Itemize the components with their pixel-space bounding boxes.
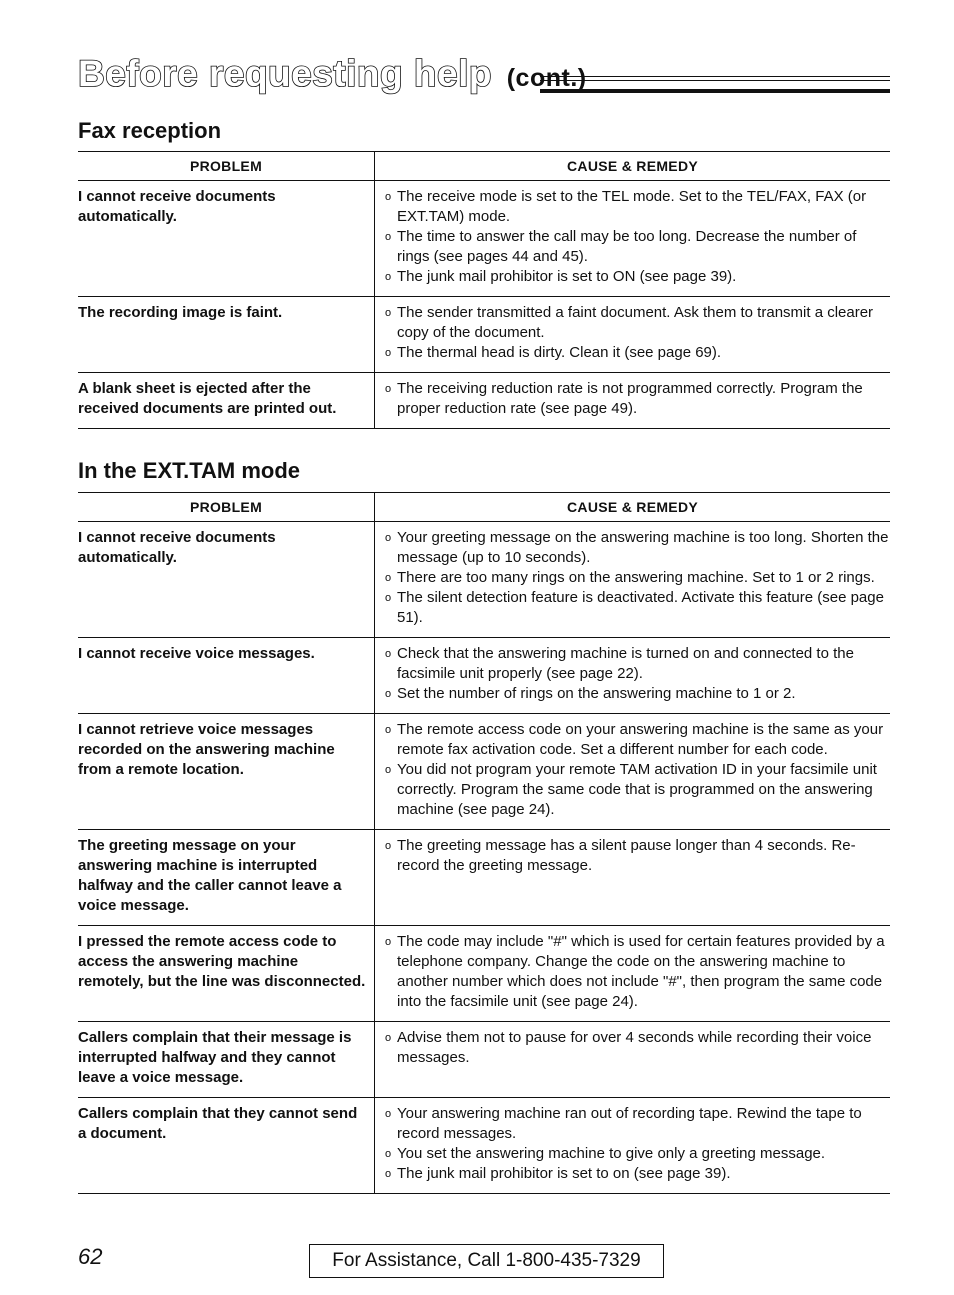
problem-cell: The recording image is faint. — [78, 297, 375, 373]
problem-cell: I cannot retrieve voice messages recorded on the answering machine from a remote location. — [78, 714, 375, 830]
problem-cell: A blank sheet is ejected after the received documents are printed out. — [78, 373, 375, 429]
remedy-item — [385, 267, 890, 287]
problem-cell: I cannot receive documents automatically. — [78, 181, 375, 297]
remedy-text: Your answering machine ran out of recording tape. Rewind the tape to record messages. — [397, 1105, 862, 1142]
remedy-item — [385, 379, 890, 419]
remedy-text: The greeting message has a silent pause longer than 4 seconds. Re-record the greeting message. — [397, 837, 856, 874]
remedy-text: The silent detection feature is deactivated. Activate this feature (see page 51). — [397, 589, 884, 626]
table-row — [78, 1098, 890, 1194]
problem-cell: The greeting message on your answering machine is interrupted halfway and the caller cannot leave a voice message. — [78, 830, 375, 926]
remedy-item — [385, 1144, 890, 1164]
remedy-item — [385, 227, 890, 267]
remedy-text: There are too many rings on the answering machine. Set to 1 or 2 rings. — [397, 569, 875, 586]
table-row — [78, 297, 890, 373]
bullet-icon: o — [385, 592, 392, 604]
remedy-item — [385, 684, 890, 704]
remedy-item — [385, 644, 890, 684]
remedy-item — [385, 760, 890, 820]
title-rule-lines — [540, 76, 890, 93]
remedy-text: The junk mail prohibitor is set to ON (see page 39). — [397, 268, 737, 285]
remedy-item — [385, 1164, 890, 1184]
page-title — [78, 52, 587, 100]
table-header-row — [78, 152, 890, 181]
bullet-icon: o — [385, 1148, 392, 1160]
problem-cell: I cannot receive voice messages. — [78, 638, 375, 714]
table-row — [78, 373, 890, 429]
bullet-icon: o — [385, 688, 392, 700]
bullet-icon: o — [385, 191, 392, 203]
remedy-text: Check that the answering machine is turned on and connected to the facsimile unit properly (see page 22). — [397, 645, 854, 682]
table-body — [78, 522, 890, 1194]
table-row — [78, 830, 890, 926]
bullet-icon: o — [385, 724, 392, 736]
remedy-cell — [375, 1022, 891, 1098]
page-title-suffix: (cont.) — [506, 64, 587, 92]
remedy-cell — [375, 714, 891, 830]
remedy-text: The code may include "#" which is used for certain features provided by a telephone company. Change the code on the answering machine to another number which does not include "#", then program the same code into the facsimile unit (see page 24). — [397, 933, 885, 1010]
remedy-cell — [375, 830, 891, 926]
remedy-item — [385, 343, 890, 363]
bullet-icon: o — [385, 840, 392, 852]
remedy-text: Set the number of rings on the answering machine to 1 or 2. — [397, 685, 796, 702]
remedy-cell — [375, 373, 891, 429]
remedy-text: The sender transmitted a faint document. Ask them to transmit a clearer copy of the document. — [397, 304, 874, 341]
remedy-cell — [375, 926, 891, 1022]
bullet-icon: o — [385, 1108, 392, 1120]
column-header-cause-remedy: CAUSE & REMEDY — [375, 152, 891, 181]
remedy-text: Advise them not to pause for over 4 seconds while recording their voice messages. — [397, 1029, 872, 1066]
troubleshooting-table-ext-tam — [78, 492, 890, 1194]
section-heading-ext-tam-mode: In the EXT.TAM mode — [78, 458, 301, 483]
remedy-text: The junk mail prohibitor is set to on (see page 39). — [397, 1165, 731, 1182]
bullet-icon: o — [385, 231, 392, 243]
bullet-icon: o — [385, 383, 392, 395]
bullet-icon: o — [385, 572, 392, 584]
remedy-text: The receiving reduction rate is not programmed correctly. Program the proper reduction rate (see page 49). — [397, 380, 863, 417]
table-row — [78, 714, 890, 830]
remedy-cell — [375, 297, 891, 373]
page-title-text: Before requesting help — [78, 53, 492, 94]
remedy-text: Your greeting message on the answering machine is too long. Shorten the message (up to 10 seconds). — [397, 529, 889, 566]
remedy-text: The receive mode is set to the TEL mode. Set to the TEL/FAX, FAX (or EXT.TAM) mode. — [397, 188, 867, 225]
remedy-item — [385, 1028, 890, 1068]
problem-cell: I pressed the remote access code to access the answering machine remotely, but the line was disconnected. — [78, 926, 375, 1022]
column-header-problem: PROBLEM — [78, 493, 375, 522]
bullet-icon: o — [385, 1032, 392, 1044]
page-header — [78, 52, 890, 102]
bullet-icon: o — [385, 1168, 392, 1180]
bullet-icon: o — [385, 648, 392, 660]
table-header-row — [78, 493, 890, 522]
column-header-problem: PROBLEM — [78, 152, 375, 181]
remedy-item — [385, 932, 890, 1012]
page-number: 62 — [78, 1244, 103, 1269]
section-heading-fax-reception: Fax reception — [78, 118, 222, 143]
table-row — [78, 638, 890, 714]
column-header-cause-remedy: CAUSE & REMEDY — [375, 493, 891, 522]
table-row — [78, 1022, 890, 1098]
bullet-icon: o — [385, 307, 392, 319]
remedy-text: The remote access code on your answering machine is the same as your remote fax activation code. Set a different number for each code. — [397, 721, 884, 758]
problem-cell: Callers complain that they cannot send a document. — [78, 1098, 375, 1194]
troubleshooting-table-fax-reception — [78, 151, 890, 429]
remedy-item — [385, 187, 890, 227]
remedy-item — [385, 588, 890, 628]
remedy-item — [385, 303, 890, 343]
remedy-cell — [375, 1098, 891, 1194]
bullet-icon: o — [385, 764, 392, 776]
bullet-icon: o — [385, 347, 392, 359]
remedy-item — [385, 568, 890, 588]
bullet-icon: o — [385, 936, 392, 948]
table-row — [78, 181, 890, 297]
remedy-text: You set the answering machine to give only a greeting message. — [397, 1145, 826, 1162]
remedy-cell — [375, 638, 891, 714]
remedy-item — [385, 720, 890, 760]
problem-cell: Callers complain that their message is interrupted halfway and they cannot leave a voice message. — [78, 1022, 375, 1098]
problem-cell: I cannot receive documents automatically. — [78, 522, 375, 638]
table-row — [78, 926, 890, 1022]
assistance-phone-box: For Assistance, Call 1-800-435-7329 — [309, 1244, 664, 1278]
bullet-icon: o — [385, 271, 392, 283]
table-row — [78, 522, 890, 638]
remedy-text: The time to answer the call may be too long. Decrease the number of rings (see pages 44 and 45). — [397, 228, 857, 265]
table-body — [78, 181, 890, 429]
remedy-cell — [375, 522, 891, 638]
remedy-text: You did not program your remote TAM activation ID in your facsimile unit correctly. Program the same code that is programmed on the answering machine (see page 24). — [397, 761, 877, 818]
remedy-item — [385, 836, 890, 876]
remedy-cell — [375, 181, 891, 297]
remedy-item — [385, 528, 890, 568]
remedy-text: The thermal head is dirty. Clean it (see page 69). — [397, 344, 722, 361]
remedy-item — [385, 1104, 890, 1144]
bullet-icon: o — [385, 532, 392, 544]
